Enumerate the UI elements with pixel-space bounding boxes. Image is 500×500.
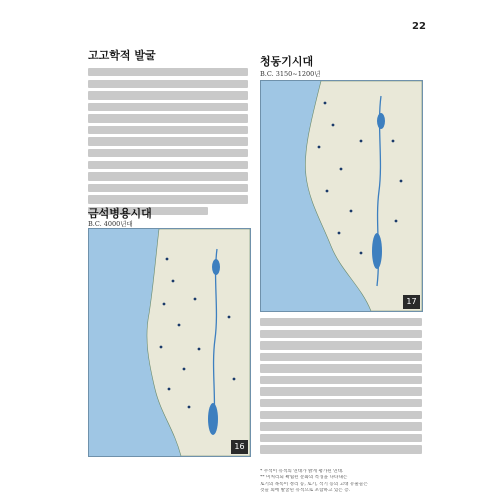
land-mass <box>147 229 250 456</box>
subtitle-bronze: B.C. 3150~1200년 <box>260 70 321 78</box>
section-title-chalcolithic: 금석병용시대 <box>88 207 152 220</box>
lake <box>377 113 385 129</box>
footnote-line: * 주석이 유적의 연대가 밝게 평가된 연대. <box>260 469 344 474</box>
archaeology-paragraph <box>88 68 248 215</box>
lake <box>372 233 382 269</box>
section-title-bronze: 청동기시대 <box>260 55 314 68</box>
footnote-line: 토기의 목록이 정리 등, 토기, 석기 등의 고대 유물들은 <box>260 481 368 487</box>
footnotes <box>260 469 422 495</box>
section-title-archaeology: 고고학적 발굴 <box>88 49 156 62</box>
land-mass <box>305 81 422 311</box>
map-bronze <box>260 80 423 312</box>
lake <box>208 403 218 435</box>
page-number: 22 <box>412 21 426 32</box>
map-chalcolithic <box>88 228 251 457</box>
subtitle-chalcolithic: B.C. 4000년대 <box>88 220 133 228</box>
map-badge-17: 17 <box>403 295 420 309</box>
bronze-paragraph <box>260 318 422 454</box>
map-badge-16: 16 <box>231 440 248 454</box>
footnote-line: ** 미처리되 확립된 문화의 특징을 나타내는 <box>260 475 348 481</box>
lake <box>212 259 220 275</box>
footnote-line: 것들 외에 발굴된 유적으로 포함하고 있는 층. <box>260 488 351 494</box>
